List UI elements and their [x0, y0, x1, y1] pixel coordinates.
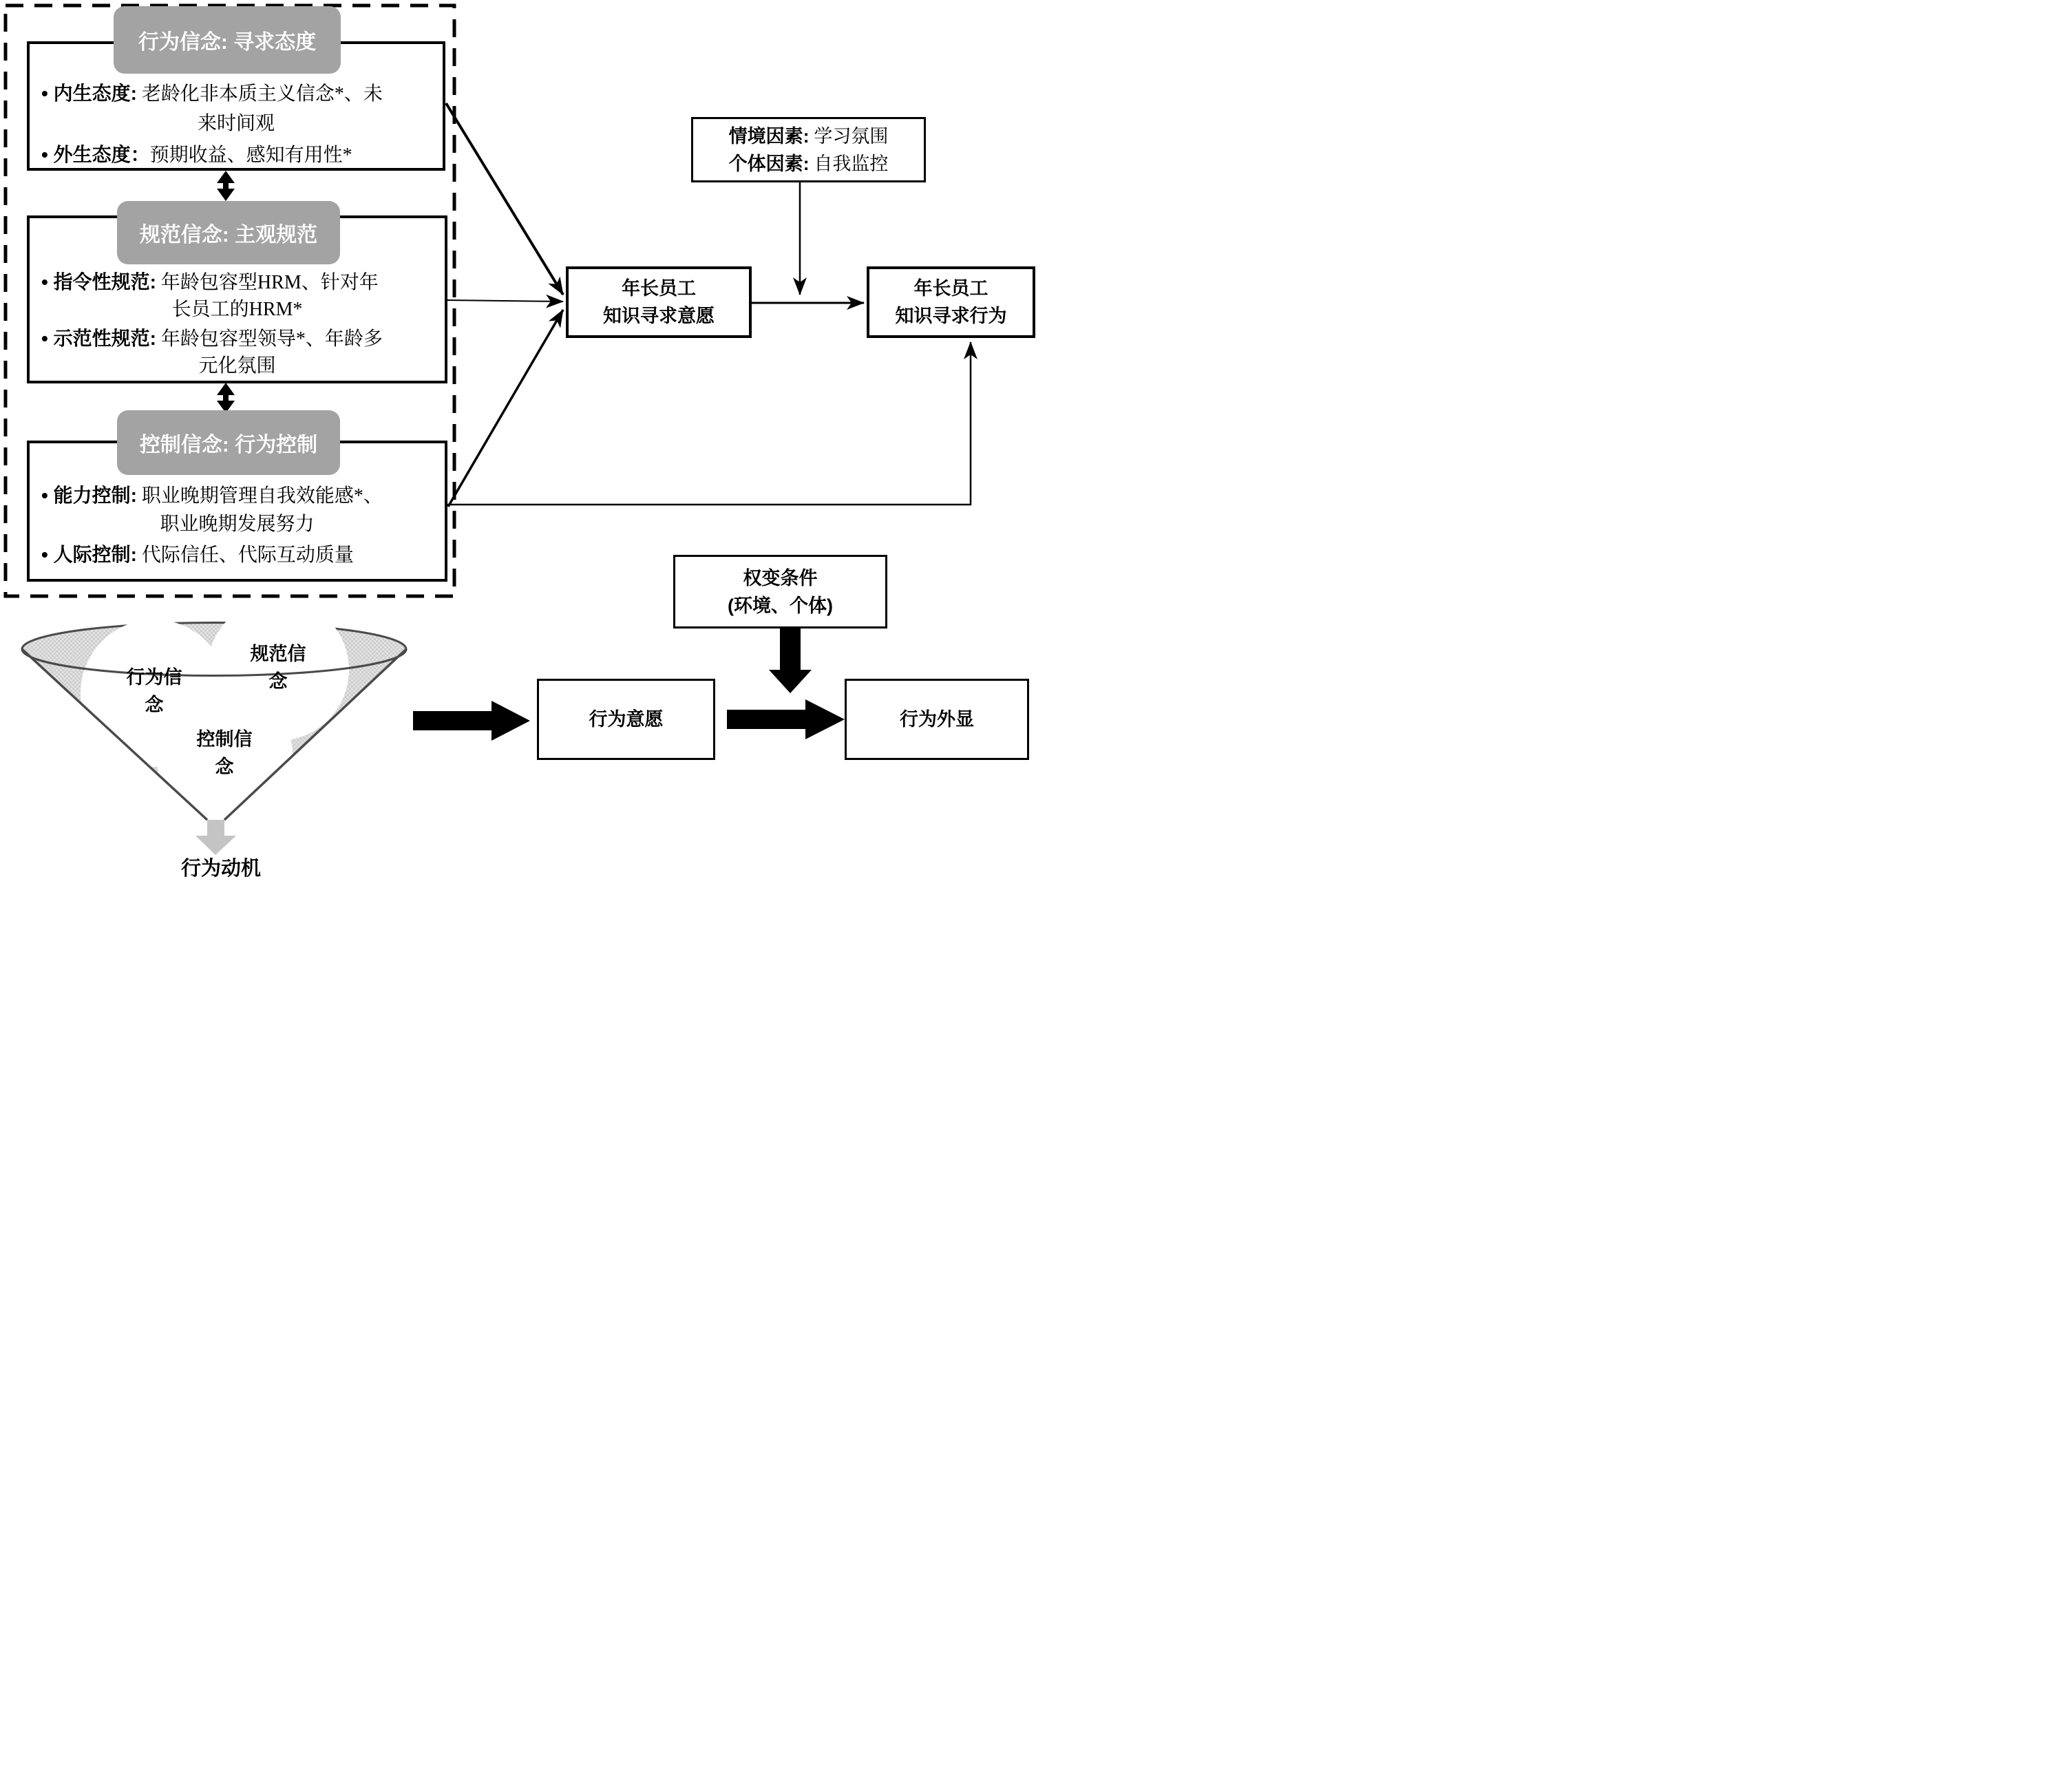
normative-belief-header: [117, 201, 340, 264]
behavior-motivation-label: 行为动机: [180, 858, 261, 880]
knowledge-seeking-behavior-text: [867, 266, 1035, 338]
behavioral-belief-header: [114, 6, 341, 74]
thick-arrow-intention-to-display: [727, 699, 845, 739]
thick-arrow-contingency-down: [769, 628, 812, 693]
behavior-line-2: 知识寻求行为: [895, 306, 1007, 326]
contingency-line-1: 权变条件: [743, 567, 818, 589]
bullet-item: • 指令性规范: 年龄包容型HRM、针对年: [41, 271, 379, 293]
contingency-box-text: [673, 555, 887, 628]
behavioral-intention-text: [537, 679, 715, 760]
behavior-line-1: 年长员工: [913, 278, 989, 299]
behavioral-belief-content: [34, 77, 438, 171]
funnel-circle-behavioral-line1: 行为信: [126, 667, 182, 688]
normative-belief-header-label: 规范信念: 主观规范: [139, 224, 318, 246]
double-arrow-attitude-norm-icon: [217, 171, 235, 201]
bullet-item-continuation: 来时间观: [197, 113, 275, 134]
arrow-attitude-to-intention: [446, 103, 563, 295]
bullet-item: • 示范性规范: 年龄包容型领导*、年龄多: [41, 328, 383, 350]
funnel-circle-normative-label: [230, 640, 326, 695]
bullet-item: • 人际控制: 代际信任、代际互动质量: [41, 544, 354, 566]
thick-arrow-funnel-to-intention: [413, 701, 530, 741]
arrow-control-to-intention: [448, 310, 563, 507]
funnel-circle-normative-line2: 念: [268, 671, 288, 692]
factors-line-1: 情境因素: 学习氛围: [728, 125, 889, 147]
factors-line-2: 个体因素: 自我监控: [728, 153, 889, 174]
contingency-line-2: (环境、个体): [728, 595, 833, 616]
double-arrow-norm-control-icon: [217, 383, 235, 413]
tpb-knowledge-seeking-diagram: [0, 0, 1036, 882]
arrow-norm-to-intention: [447, 300, 563, 302]
intention-line-2: 知识寻求意愿: [603, 306, 715, 326]
funnel-circle-control-line1: 控制信: [196, 729, 253, 750]
bullet-item-continuation: 元化氛围: [198, 355, 276, 377]
funnel-circle-behavioral-line2: 念: [145, 695, 164, 715]
bullet-item-continuation: 长员工的HRM*: [171, 299, 303, 320]
control-belief-content: [34, 479, 440, 580]
knowledge-seeking-intention-text: [566, 266, 752, 338]
funnel-circle-behavioral-label: [106, 664, 202, 719]
behavioral-belief-header-label: 行为信念: 寻求态度: [138, 31, 317, 54]
bullet-item-continuation: 职业晚期发展努力: [160, 514, 315, 535]
normative-belief-content: [34, 267, 440, 381]
behavior-display-label: 行为外显: [900, 709, 974, 730]
bullet-item: • 外生态度：预期收益、感知有用性*: [41, 144, 352, 166]
intention-line-1: 年长员工: [622, 278, 696, 299]
control-belief-header: [117, 410, 340, 475]
factors-box-text: [691, 117, 926, 182]
bullet-item: • 能力控制: 职业晚期管理自我效能感*、: [41, 485, 383, 507]
behavior-display-text: [845, 679, 1029, 760]
behavioral-intention-label: 行为意愿: [589, 709, 664, 730]
funnel-circle-normative-line1: 规范信: [250, 644, 306, 664]
funnel-output-arrow: [195, 820, 236, 855]
control-belief-header-label: 控制信念: 行为控制: [139, 434, 318, 456]
funnel-circle-control-line2: 念: [215, 757, 234, 777]
funnel-circle-control-label: [176, 726, 273, 781]
bullet-item: • 内生态度: 老龄化非本质主义信念*、未: [41, 83, 383, 105]
arrow-control-to-behavior: [447, 342, 971, 505]
